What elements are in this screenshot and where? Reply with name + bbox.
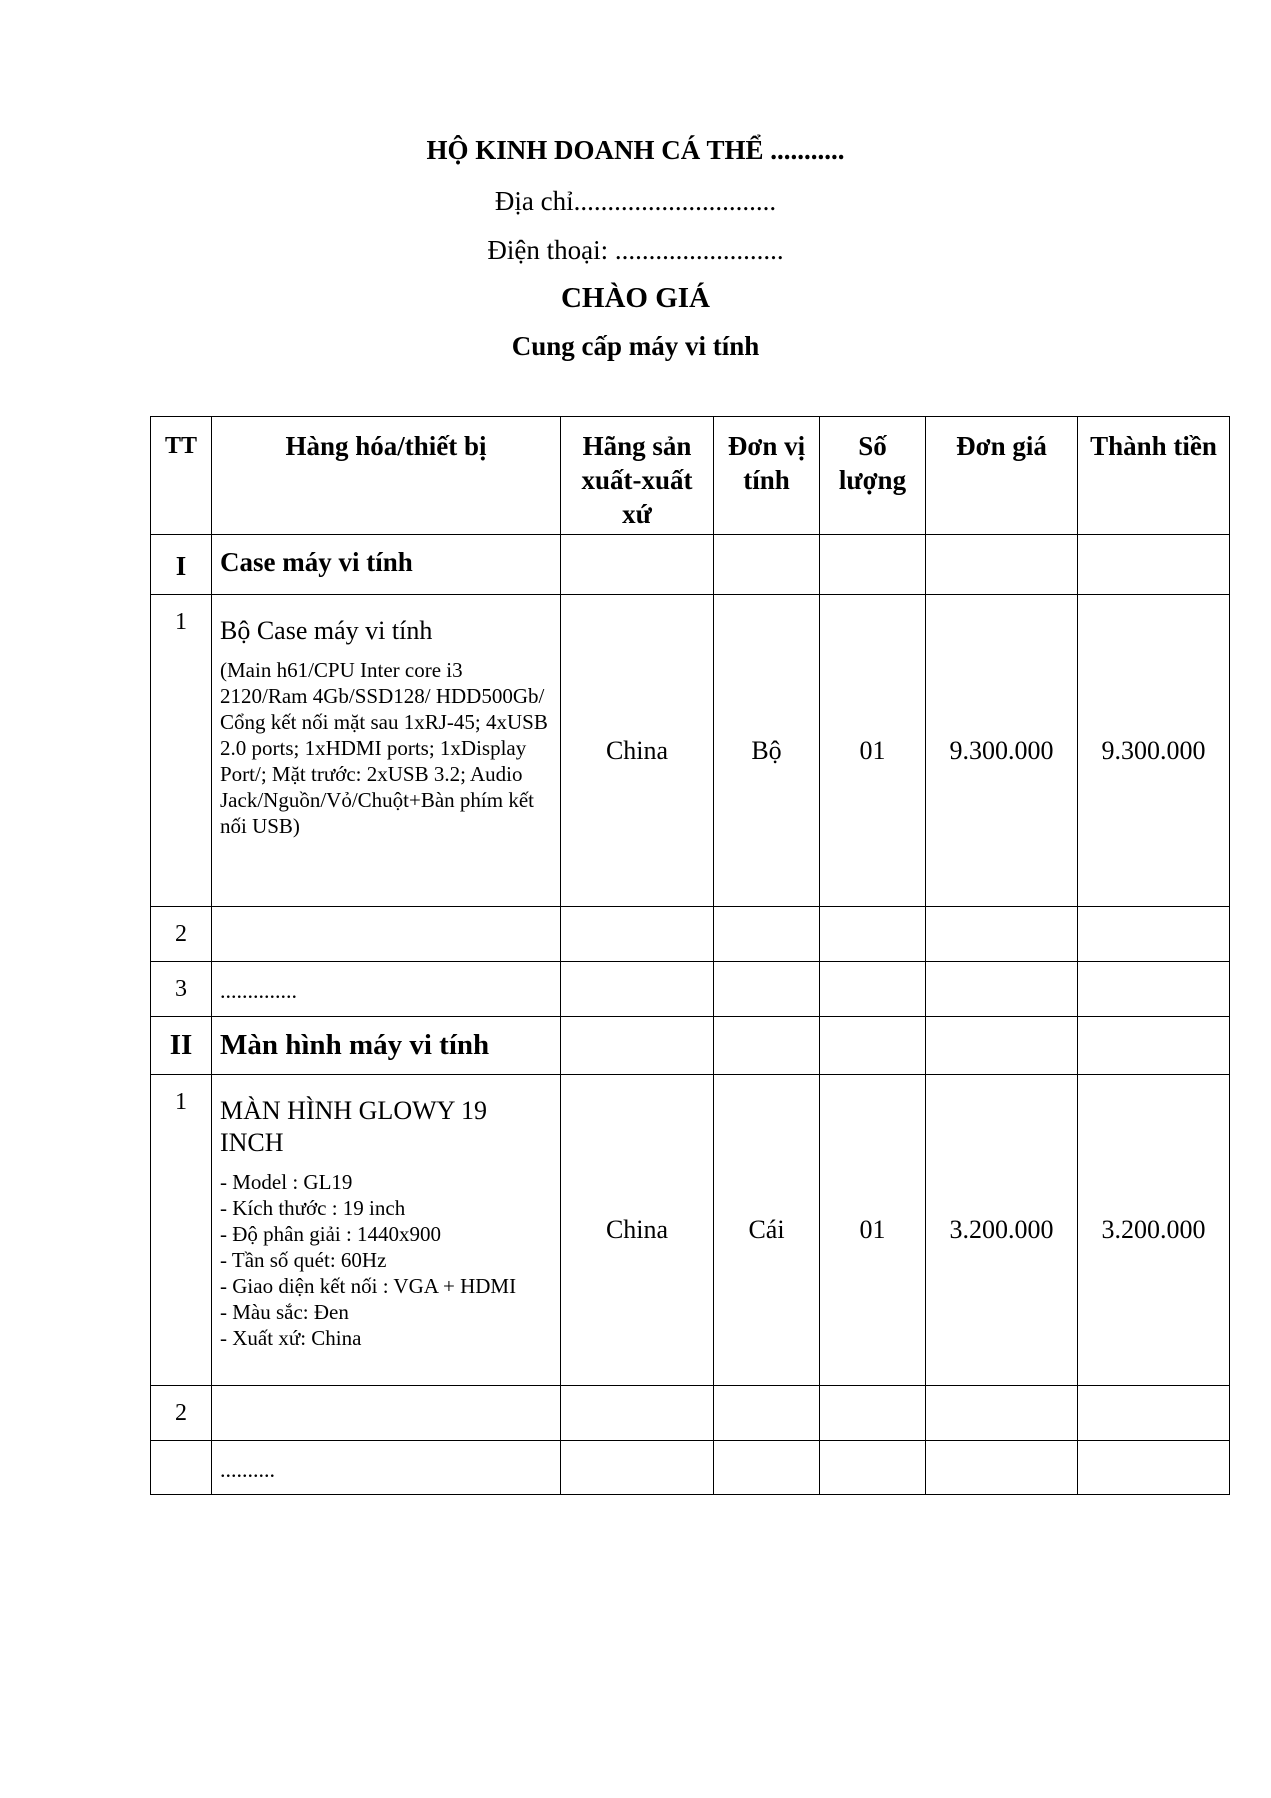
item-qty: 01	[820, 1075, 926, 1386]
business-name: HỘ KINH DOANH CÁ THỂ ...........	[426, 135, 845, 165]
row-number: 2	[151, 907, 212, 962]
item-price: 9.300.000	[926, 595, 1078, 907]
item-qty: 01	[820, 595, 926, 907]
section-name: Case máy vi tính	[212, 535, 561, 595]
spec-line: - Màu sắc: Đen	[220, 1300, 349, 1324]
item-title: Bộ Case máy vi tính	[220, 616, 433, 645]
phone-line: Điện thoại: .........................	[487, 235, 784, 265]
table-row	[151, 907, 1230, 962]
item-unit: Cái	[714, 1075, 820, 1386]
item-total: 3.200.000	[1078, 1075, 1230, 1386]
address-line: Địa chỉ..............................	[494, 186, 777, 216]
row-number: 1	[151, 1075, 212, 1386]
item-description	[212, 595, 561, 907]
item-spec	[220, 1169, 552, 1357]
section-number: II	[151, 1017, 212, 1075]
table-row	[151, 1075, 1230, 1386]
spec-line: - Kích thước : 19 inch	[220, 1196, 406, 1220]
placeholder-dots: ..........	[212, 1441, 561, 1495]
item-title: MÀN HÌNH GLOWY 19 INCH	[220, 1096, 487, 1157]
section-row	[151, 1017, 1230, 1075]
row-number: 2	[151, 1386, 212, 1441]
placeholder-dots: ..............	[212, 962, 561, 1017]
item-spec: (Main h61/CPU Inter core i3 2120/Ram 4Gb/SSD128/ HDD500Gb/ Cổng kết nối mặt sau 1xRJ-45; 4xUSB 2.0 ports; 1xHDMI ports; 1xDisplay Port/; Mặt trước: 2xUSB 3.2; Audio Jack/Nguồn/Vỏ/Chuột+Bàn phím kết nối USB)	[220, 658, 548, 838]
spec-line: - Giao diện kết nối : VGA + HDMI	[220, 1274, 517, 1298]
item-description	[212, 1075, 561, 1386]
table-row	[151, 1441, 1230, 1495]
document-subtitle: Cung cấp máy vi tính	[511, 331, 760, 361]
item-maker: China	[561, 1075, 714, 1386]
table-row	[151, 595, 1230, 907]
table-row	[151, 962, 1230, 1017]
header-tt: TT	[151, 417, 212, 535]
item-unit: Bộ	[714, 595, 820, 907]
row-number: 1	[151, 595, 212, 907]
header-qty: Số lượng	[820, 417, 926, 535]
spec-line: - Độ phân giải : 1440x900	[220, 1222, 442, 1246]
spec-line: - Xuất xứ: China	[220, 1326, 362, 1350]
item-price: 3.200.000	[926, 1075, 1078, 1386]
section-number: I	[151, 535, 212, 595]
quotation-table	[150, 416, 1230, 1495]
item-total: 9.300.000	[1078, 595, 1230, 907]
section-row	[151, 535, 1230, 595]
spec-line: - Tần số quét: 60Hz	[220, 1248, 387, 1272]
spec-line: - Model : GL19	[220, 1170, 353, 1194]
item-maker: China	[561, 595, 714, 907]
header-unit: Đơn vị tính	[714, 417, 820, 535]
header-price: Đơn giá	[926, 417, 1078, 535]
row-number: 3	[151, 962, 212, 1017]
header-maker: Hãng sản xuất-xuất xứ	[561, 417, 714, 535]
table-header-row	[151, 417, 1230, 535]
section-name: Màn hình máy vi tính	[212, 1017, 561, 1075]
table-row	[151, 1386, 1230, 1441]
header-total: Thành tiền	[1078, 417, 1230, 535]
header-item: Hàng hóa/thiết bị	[212, 417, 561, 535]
document-title: CHÀO GIÁ	[560, 282, 711, 314]
